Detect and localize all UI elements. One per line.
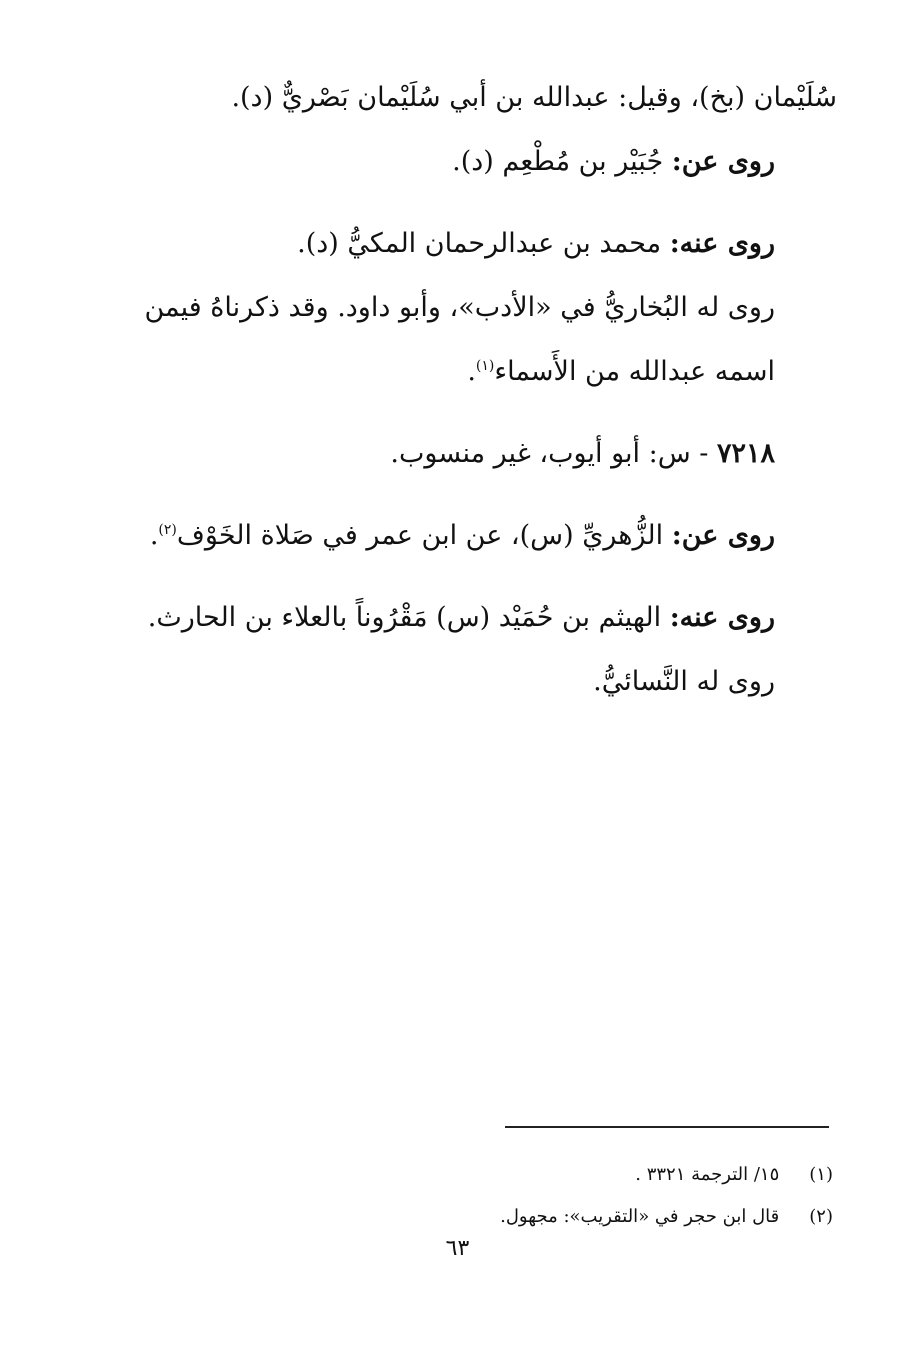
continuation-text: سُلَيْمان (بخ)، وقيل: عبدالله بن أبي سُلَيْمان بَصْريٌّ (د). [231, 82, 837, 113]
footnote-text: ١٥/ الترجمة ٣٣٢١ . [635, 1164, 780, 1185]
footnote-1 [333, 1154, 833, 1196]
transmitters-note-text: روى له البُخاريُّ في «الأدب»، وأبو داود. وقد ذكرناهُ فيمن اسمه عبدالله من الأَسماء [144, 292, 775, 387]
footnote-ref-1[interactable]: (١) [475, 358, 495, 374]
narrated-by-text: محمد بن عبدالرحمان المكيُّ (د). [297, 228, 662, 259]
footnote-text: قال ابن حجر في «التقريب»: مجهول. [500, 1206, 780, 1227]
narrated-from-text: جُبَيْر بن مُطْعِم (د). [452, 146, 664, 177]
footnote-separator [505, 1126, 829, 1128]
narrated-by-line [130, 586, 837, 650]
footnotes [333, 1154, 833, 1238]
entry-heading [130, 422, 837, 486]
narrated-from-line [130, 504, 837, 568]
narrated-by-text: الهيثم بن حُمَيْد (س) مَقْرُوناً بالعلاء بن الحارث. [147, 602, 662, 633]
transmitters-note-end: . [467, 356, 476, 387]
continuation-line [130, 66, 837, 130]
transmitters-note [130, 276, 837, 404]
narrated-by-label: روى عنه: [669, 228, 775, 259]
narrated-from-text: الزُّهريِّ (س)، عن ابن عمر في صَلاة الخَوْف [176, 520, 664, 551]
narrated-by-line [130, 212, 837, 276]
spacer [130, 568, 837, 586]
narrated-from-label: روى عن: [671, 146, 775, 177]
page-number: ٦٣ [445, 1236, 470, 1261]
spacer [130, 404, 837, 422]
transmitters-note [130, 650, 837, 714]
spacer [130, 194, 837, 212]
narrated-by-label: روى عنه: [669, 602, 775, 633]
entry-title: - س: أبو أيوب، غير منسوب. [390, 438, 709, 469]
narrated-from-label: روى عن: [671, 520, 775, 551]
spacer [130, 486, 837, 504]
entry-number: ٧٢١٨ [716, 438, 775, 469]
footnote-number: (٢) [809, 1206, 833, 1227]
narrated-from-line [130, 130, 837, 194]
body-text [130, 66, 837, 714]
footnote-2 [333, 1196, 833, 1238]
narrated-from-end: . [149, 520, 159, 551]
footnote-ref-2[interactable]: (٢) [158, 522, 177, 538]
transmitters-note-text: روى له النَّسائيُّ. [593, 666, 775, 697]
footnote-number: (١) [809, 1164, 833, 1185]
